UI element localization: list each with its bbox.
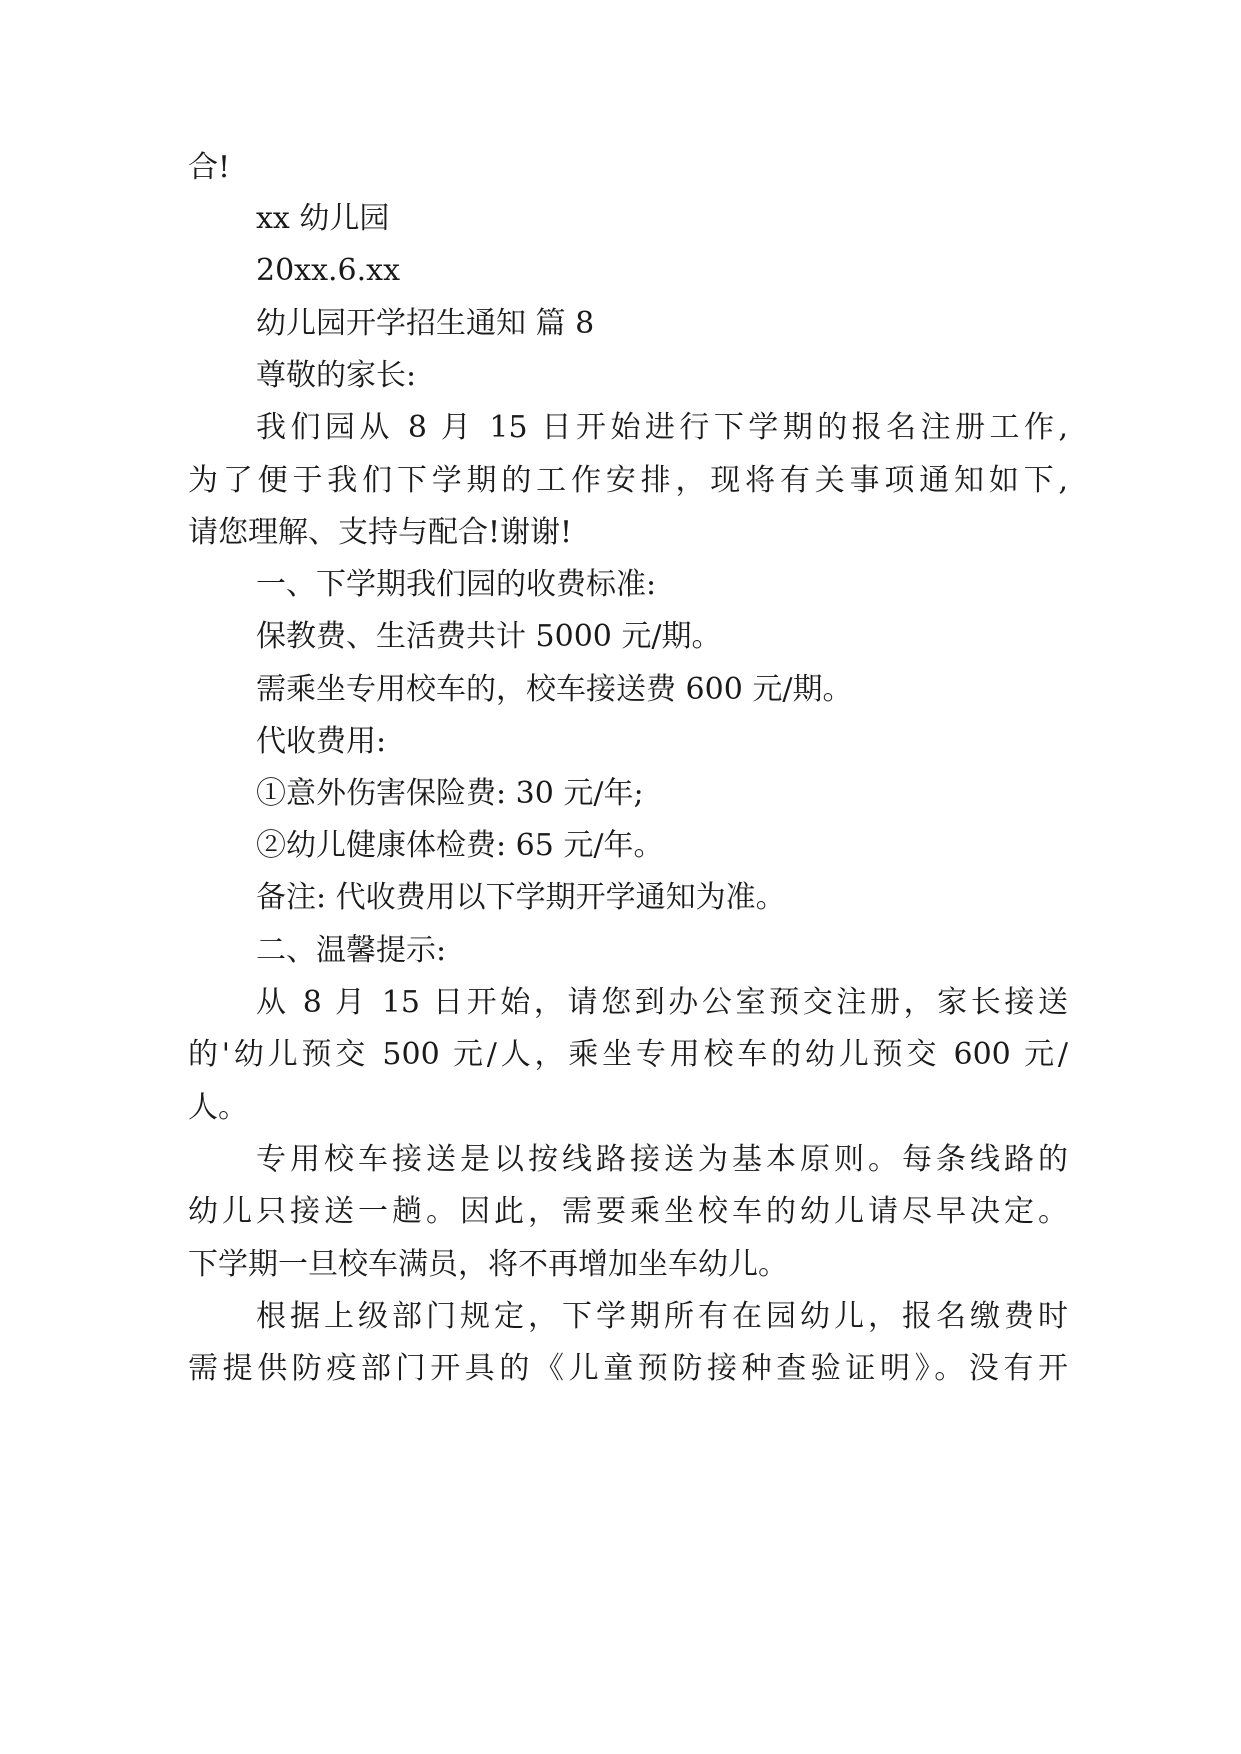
section-title: 幼儿园开学招生通知 篇 8 — [256, 306, 595, 341]
heading-reminder: 二、温馨提示: — [256, 933, 447, 968]
paragraph-line: 根据上级部门规定，下学期所有在园幼儿，报名缴费时 — [256, 1299, 1068, 1334]
subheading-collected-fees: 代收费用: — [256, 724, 387, 759]
paragraph-line: 下学期一旦校车满员，将不再增加坐车幼儿。 — [188, 1247, 788, 1282]
paragraph-line: 需提供防疫部门开具的《儿童预防接种查验证明》。没有开 — [188, 1351, 1068, 1386]
signature-kindergarten: xx 幼儿园 — [256, 201, 390, 236]
paragraph-line: 我们园从 8 月 15 日开始进行下学期的报名注册工作, — [256, 410, 1068, 445]
fee-item: 保教费、生活费共计 5000 元/期。 — [256, 619, 722, 654]
heading-fees: 一、下学期我们园的收费标准: — [256, 567, 657, 602]
paragraph-line: 专用校车接送是以按线路接送为基本原则。每条线路的 — [256, 1142, 1068, 1177]
fee-item: ①意外伤害保险费: 30 元/年; — [256, 776, 644, 811]
paragraph-line: 的'幼儿预交 500 元/人，乘坐专用校车的幼儿预交 600 元/ — [188, 1037, 1068, 1072]
fee-note: 备注: 代收费用以下学期开学通知为准。 — [256, 880, 786, 915]
paragraph-line: 请您理解、支持与配合!谢谢! — [188, 515, 573, 550]
paragraph-line: 人。 — [188, 1090, 248, 1125]
signature-date: 20xx.6.xx — [256, 253, 401, 288]
paragraph-line: 为了便于我们下学期的工作安排，现将有关事项通知如下, — [188, 463, 1068, 498]
salutation: 尊敬的家长: — [256, 358, 417, 393]
paragraph-line: 从 8 月 15 日开始，请您到办公室预交注册，家长接送 — [256, 985, 1068, 1020]
paragraph-line: 幼儿只接送一趟。因此，需要乘坐校车的幼儿请尽早决定。 — [188, 1194, 1068, 1229]
text-line-closing: 合! — [188, 150, 231, 185]
fee-item: ②幼儿健康体检费: 65 元/年。 — [256, 828, 664, 863]
fee-item: 需乘坐专用校车的，校车接送费 600 元/期。 — [256, 672, 853, 707]
